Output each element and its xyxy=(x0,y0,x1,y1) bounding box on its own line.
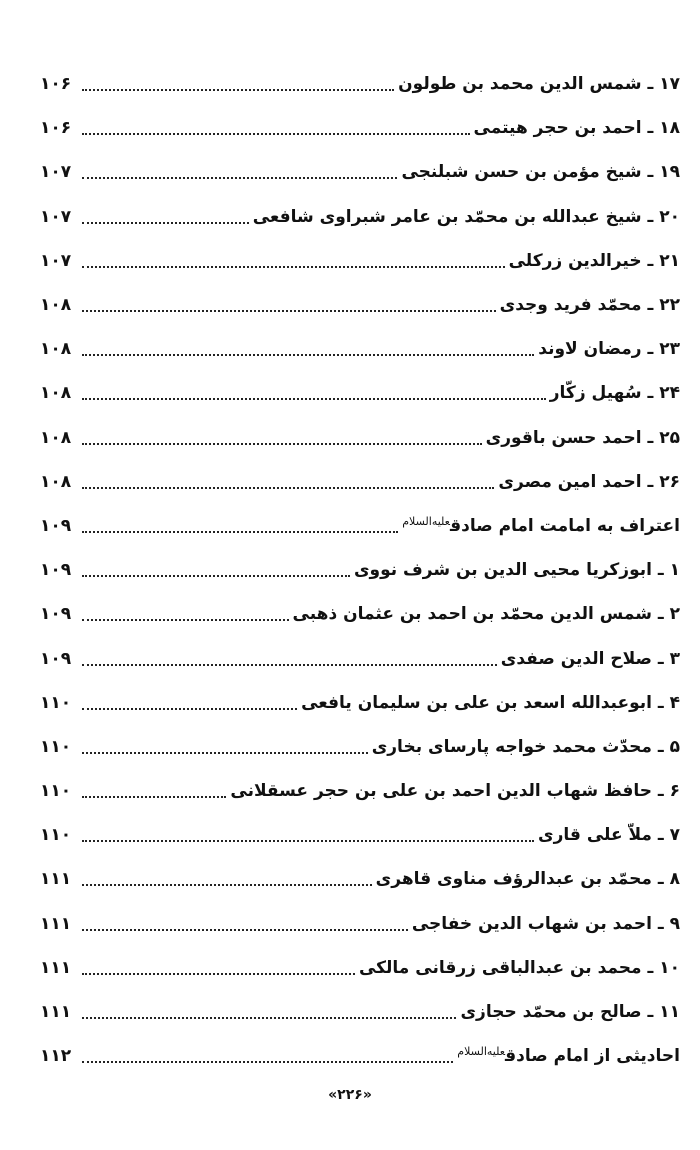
dot-leader xyxy=(82,89,394,91)
toc-entry-page: ۱۱۰ xyxy=(40,736,72,757)
toc-entry-title xyxy=(457,1046,680,1066)
toc-entry-page: ۱۰۶ xyxy=(40,118,72,139)
toc-entry-page: ۱۱۱ xyxy=(40,869,72,890)
page-number: «۲۲۶» xyxy=(328,1087,372,1103)
dot-leader xyxy=(82,133,470,135)
toc-entry xyxy=(40,239,680,283)
toc-entry-title: ۱۰ ـ محمد بن عبدالباقی زرقانی مالکی xyxy=(358,957,680,978)
toc-entry-title: ۲ ـ شمس الدین محمّد بن احمد بن عثمان ذهبی xyxy=(292,604,680,625)
toc-entry-title: ۲۲ ـ محمّد فرید وجدی xyxy=(499,295,680,316)
dot-leader xyxy=(82,531,398,533)
toc-entry xyxy=(40,460,680,504)
toc-entry-page: ۱۱۱ xyxy=(40,913,72,934)
toc-entry xyxy=(40,902,680,946)
toc-entry-title: ۸ ـ محمّد بن عبدالرؤف مناوی قاهری xyxy=(375,869,680,890)
toc-entry xyxy=(40,990,680,1034)
toc-entry-page: ۱۰۹ xyxy=(40,648,72,669)
toc-entry xyxy=(40,416,680,460)
toc-section-heading xyxy=(40,1034,680,1078)
toc-entry-page: ۱۰۷ xyxy=(40,206,72,227)
table-of-contents xyxy=(40,62,680,1078)
toc-entry-page: ۱۰۸ xyxy=(40,427,72,448)
toc-entry-title: ۲۳ ـ رمضان لاوند xyxy=(538,339,680,360)
toc-entry xyxy=(40,150,680,194)
dot-leader xyxy=(82,664,497,666)
toc-entry-page: ۱۱۲ xyxy=(40,1046,72,1067)
dot-leader xyxy=(82,354,534,356)
dot-leader xyxy=(82,619,289,621)
dot-leader xyxy=(82,222,249,224)
toc-entry xyxy=(40,725,680,769)
toc-entry xyxy=(40,548,680,592)
toc-entry-title-text: اعتراف به امامت امام صادق xyxy=(449,515,680,536)
toc-entry-page: ۱۰۶ xyxy=(40,74,72,95)
dot-leader xyxy=(82,177,397,179)
toc-entry-title: ۲۶ ـ احمد امین مصری xyxy=(498,471,680,492)
toc-entry-page: ۱۰۷ xyxy=(40,250,72,271)
dot-leader xyxy=(82,487,494,489)
dot-leader xyxy=(82,929,408,931)
toc-entry-page: ۱۰۸ xyxy=(40,383,72,404)
toc-entry-page: ۱۰۷ xyxy=(40,162,72,183)
toc-entry-title: ۱۹ ـ شیخ مؤمن بن حسن شبلنجی xyxy=(401,162,680,183)
toc-entry-title: ۲۵ ـ احمد حسن باقوری xyxy=(485,427,680,448)
toc-entry-title: ۴ ـ ابوعبدالله اسعد بن علی بن سلیمان یافعی xyxy=(301,692,680,713)
toc-entry-page: ۱۱۰ xyxy=(40,692,72,713)
toc-entry xyxy=(40,946,680,990)
toc-entry-page: ۱۰۸ xyxy=(40,339,72,360)
toc-entry-title: ۲۴ ـ سُهیل زکّار xyxy=(549,383,680,404)
toc-entry-page: ۱۰۹ xyxy=(40,604,72,625)
toc-entry-title: ۲۰ ـ شیخ عبدالله بن محمّد بن عامر شبراوی شافعی xyxy=(252,206,680,227)
toc-entry xyxy=(40,636,680,680)
dot-leader xyxy=(82,266,505,268)
toc-entry-page: ۱۱۱ xyxy=(40,1002,72,1023)
toc-entry-title: ۳ ـ صلاح الدین صفدی xyxy=(500,648,680,669)
dot-leader xyxy=(82,708,297,710)
toc-entry xyxy=(40,327,680,371)
dot-leader xyxy=(82,840,534,842)
toc-entry-page: ۱۰۸ xyxy=(40,295,72,316)
dot-leader xyxy=(82,398,546,400)
toc-entry xyxy=(40,857,680,901)
toc-entry-page: ۱۰۹ xyxy=(40,560,72,581)
dot-leader xyxy=(82,973,355,975)
dot-leader xyxy=(82,1061,453,1063)
toc-entry xyxy=(40,106,680,150)
toc-entry-page: ۱۱۰ xyxy=(40,781,72,802)
toc-entry-title-text: احادیثی از امام صادق xyxy=(505,1046,680,1067)
toc-entry xyxy=(40,62,680,106)
toc-entry xyxy=(40,769,680,813)
toc-entry xyxy=(40,371,680,415)
dot-leader xyxy=(82,310,496,312)
toc-entry xyxy=(40,283,680,327)
toc-entry-title: ۹ ـ احمد بن شهاب الدین خفاجی xyxy=(411,913,680,934)
toc-entry-title: ۵ ـ محدّث محمد خواجه پارسای بخاری xyxy=(371,736,680,757)
dot-leader xyxy=(82,443,482,445)
toc-entry xyxy=(40,681,680,725)
toc-section-heading xyxy=(40,504,680,548)
toc-entry-title: ۱۷ ـ شمس الدین محمد بن طولون xyxy=(398,74,680,95)
toc-entry xyxy=(40,813,680,857)
toc-entry-title xyxy=(402,516,680,536)
toc-entry-title: ۶ ـ حافظ شهاب الدین احمد بن علی بن حجر عسقلانی xyxy=(230,781,680,802)
toc-entry-title: ۱ ـ ابوزکریا محیی الدین بن شرف نووی xyxy=(353,560,680,581)
toc-entry-title: ۱۱ ـ صالح بن محمّد حجازی xyxy=(460,1002,680,1023)
dot-leader xyxy=(82,752,368,754)
dot-leader xyxy=(82,575,350,577)
dot-leader xyxy=(82,796,226,798)
toc-entry-page: ۱۰۹ xyxy=(40,515,72,536)
dot-leader xyxy=(82,1017,456,1019)
toc-entry xyxy=(40,195,680,239)
dot-leader xyxy=(82,884,372,886)
toc-entry-title: ۲۱ ـ خیرالدین زرکلی xyxy=(508,250,680,271)
toc-entry-title: ۷ ـ ملاّ علی قاری xyxy=(538,825,680,846)
toc-entry-page: ۱۱۱ xyxy=(40,957,72,978)
honorific-mark: علیه‌السلام xyxy=(457,1045,506,1059)
toc-entry-page: ۱۱۰ xyxy=(40,825,72,846)
honorific-mark: علیه‌السلام xyxy=(402,514,450,528)
toc-entry-page: ۱۰۸ xyxy=(40,471,72,492)
toc-entry xyxy=(40,592,680,636)
toc-entry-title: ۱۸ ـ احمد بن حجر هیتمی xyxy=(473,118,680,139)
